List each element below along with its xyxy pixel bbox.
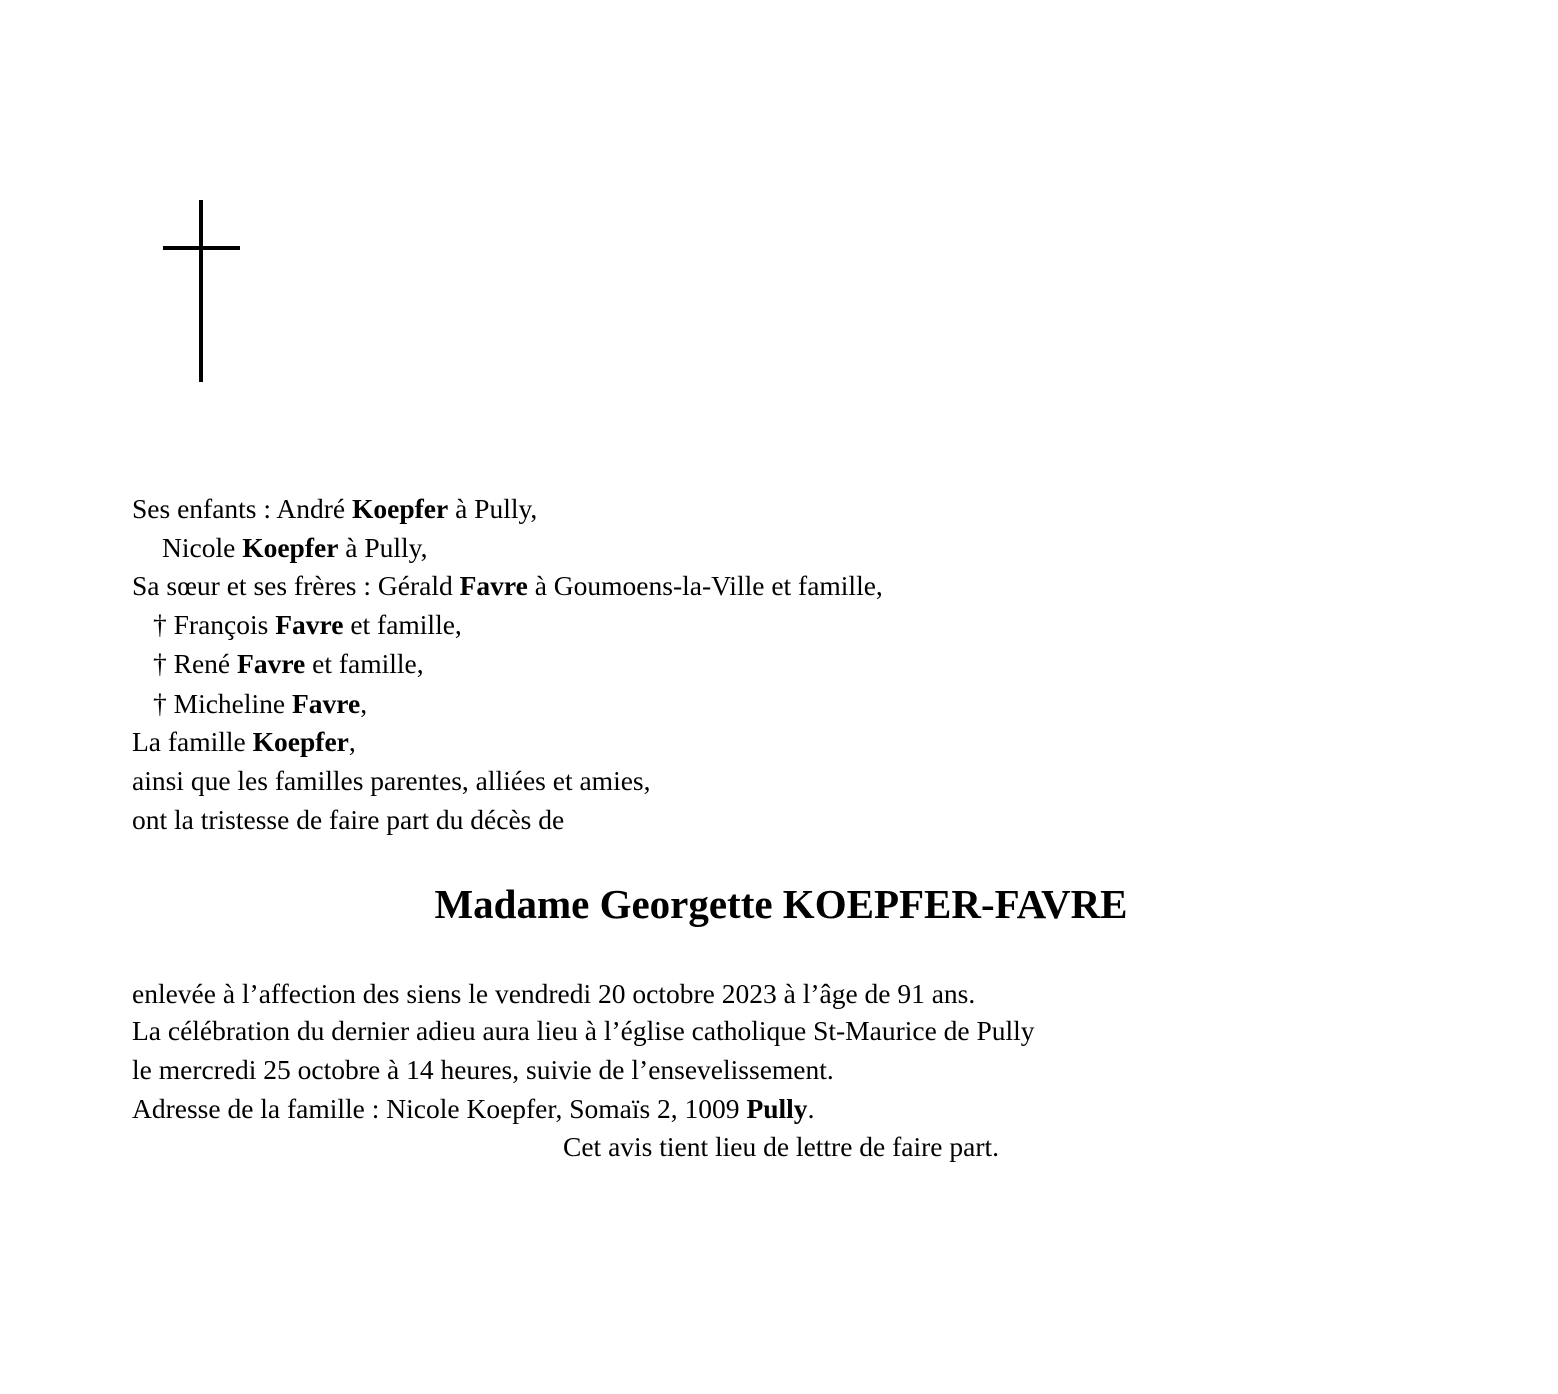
children-line-2: Nicole Koepfer à Pully, [162,532,428,563]
siblings-line-3: † René Favre et famille, [153,648,424,679]
children-line-1: Ses enfants : André Koepfer à Pully, [132,493,538,524]
siblings-line-2: † François Favre et famille, [153,609,462,640]
siblings-line-4: † Micheline Favre, [153,688,368,719]
ceremony-line-2: le mercredi 25 octobre à 14 heures, suivie de l’ensevelissement. [132,1054,834,1085]
dagger-icon: † [153,688,167,719]
ceremony-line-1: La célébration du dernier adieu aura lieu à l’église catholique St-Maurice de Pully [132,1015,1035,1046]
dagger-icon: † [153,648,167,679]
cross-icon [162,200,242,384]
cross-horizontal-bar [163,246,240,250]
koepfer-family-line: La famille Koepfer, [132,726,356,757]
siblings-line-1: Sa sœur et ses frères : Gérald Favre à Goumoens-la-Ville et famille, [132,570,883,601]
dagger-icon: † [153,609,167,640]
closing-line: Cet avis tient lieu de lettre de faire part. [563,1131,999,1162]
cross-vertical-bar [199,200,203,382]
relatives-line: ainsi que les familles parentes, alliées et amies, [132,765,651,796]
deceased-name: Madame Georgette KOEPFER-FAVRE [434,881,1128,927]
address-line: Adresse de la famille : Nicole Koepfer, Somaïs 2, 1009 Pully. [132,1093,815,1124]
announcement-line: ont la tristesse de faire part du décès de [132,804,565,835]
death-line: enlevée à l’affection des siens le vendredi 20 octobre 2023 à l’âge de 91 ans. [132,978,976,1009]
